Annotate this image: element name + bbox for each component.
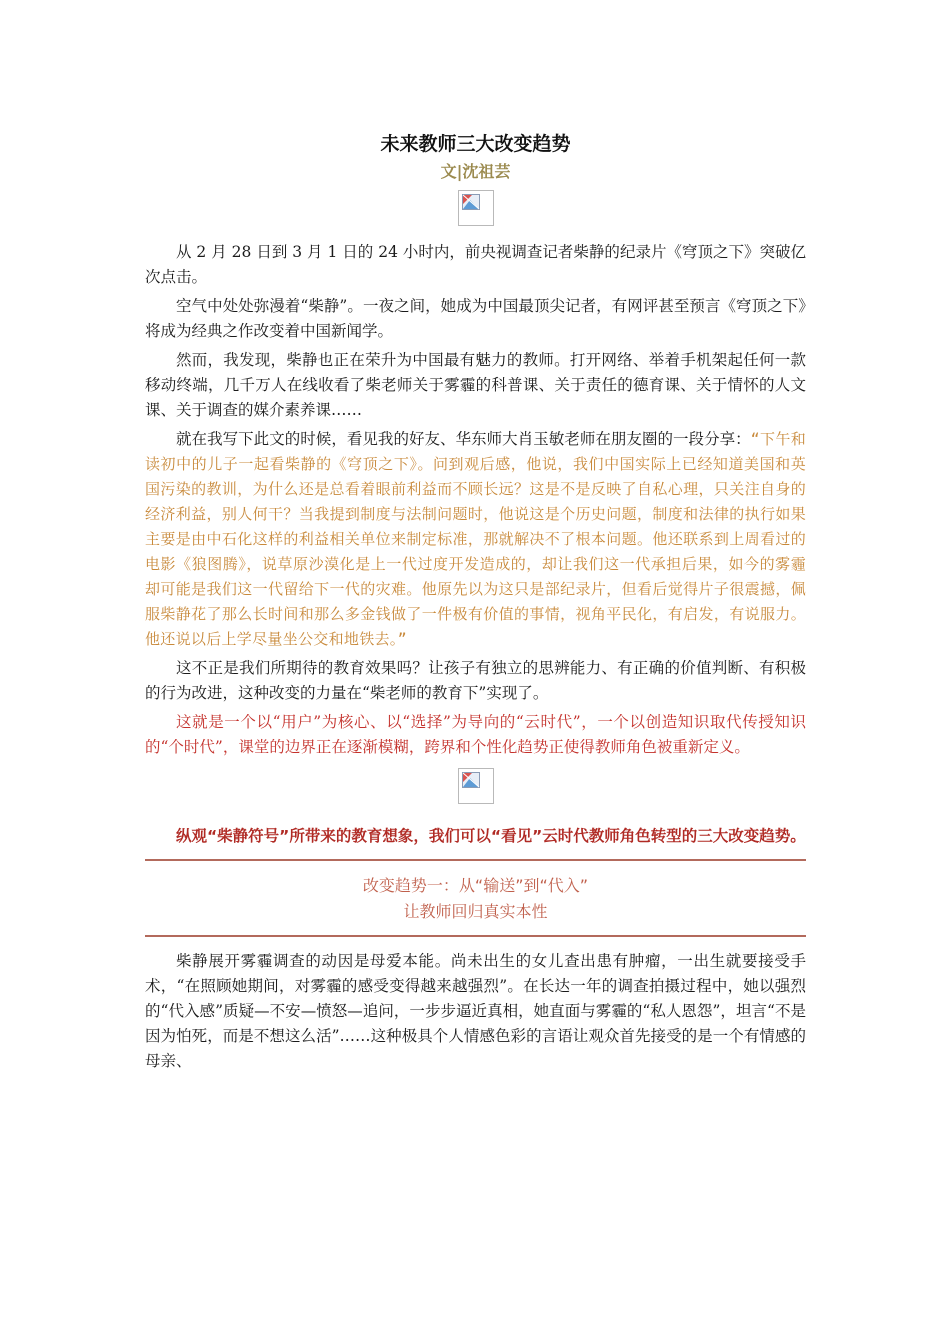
section-divider-bottom	[145, 935, 806, 937]
article-title: 未来教师三大改变趋势	[380, 133, 571, 155]
broken-image-icon	[462, 772, 480, 788]
image-placeholder-2	[458, 768, 494, 804]
shared-quote: “下午和读初中的儿子一起看柴静的《穹顶之下》。问到观后感，他说，我们中国实际上已经知道美国和英国污染的教训，为什么还是总看着眼前利益而不顾长远？这是不是反映了自私心理，只关注自身的经济利益，别人何干？当我提到制度与法制问题时，他说这是个历史问题，制度和法律的执行如果主要是由中石化这样的利益相关单位来制定标准，那就解决不了根本问题。他还联系到上周看过的电影《狼图腾》，说草原沙漠化是上一代过度开发造成的，却让我们这一代承担后果，如今的雾霾却可能是我们这一代留给下一代的灾难。他原先以为这只是部纪录片，但看后觉得片子很震撼，佩服柴静花了那么长时间和那么多金钱做了一件极有价值的事情，视角平民化，有启发，有说服力。他还说以后上学尽量坐公交和地铁去。”	[145, 430, 806, 648]
paragraph-4	[145, 427, 806, 652]
paragraph-7: 柴静展开雾霾调查的动因是母爱本能。尚未出生的女儿查出患有肿瘤，一出生就要接受手术，“在照顾她期间，对雾霾的感受变得越来越强烈”。在长达一年的调查拍摄过程中，她以强烈的“代入感”质疑—不安—愤怒—追问，一步步逼近真相，她直面与雾霾的“私人恩怨”，坦言“不是因为怕死，而是不想这么活”……这种极具个人情感色彩的言语让观众首先接受的是一个有情感的母亲、	[145, 952, 806, 1070]
image-placeholder	[458, 190, 494, 226]
section-1-subtitle: 让教师回归真实本性	[403, 902, 548, 921]
section-divider-top	[145, 859, 806, 861]
paragraph-2: 空气中处处弥漫着“柴静”。一夜之间，她成为中国最顶尖记者，有网评甚至预言《穹顶之下》将成为经典之作改变着中国新闻学。	[145, 297, 806, 340]
section-1-title: 改变趋势一：从“输送”到“代入”	[362, 876, 589, 895]
broken-image-icon	[462, 194, 480, 210]
paragraph-4-intro: 就在我写下此文的时候，看见我的好友、华东师大肖玉敏老师在朋友圈的一段分享：	[176, 430, 751, 448]
paragraph-5: 这不正是我们所期待的教育效果吗？让孩子有独立的思辨能力、有正确的价值判断、有积极的行为改进，这种改变的力量在“柴老师的教育下”实现了。	[145, 659, 806, 702]
paragraph-6-highlight: 这就是一个以“用户”为核心、以“选择”为导向的“云时代”，一个以创造知识取代传授知识的“个时代”，课堂的边界正在逐渐模糊，跨界和个性化趋势正使得教师角色被重新定义。	[145, 713, 806, 756]
article	[145, 130, 806, 1078]
section-1-heading	[145, 873, 806, 925]
article-author: 文|沈祖芸	[440, 162, 511, 181]
paragraph-3: 然而，我发现，柴静也正在荣升为中国最有魅力的教师。打开网络、举着手机架起任何一款移动终端，几千万人在线收看了柴老师关于雾霾的科普课、关于责任的德育课、关于情怀的人文课、关于调查的媒介素养课……	[145, 351, 806, 419]
lead-paragraph: 纵观“柴静符号”所带来的教育想象，我们可以“看见”云时代教师角色转型的三大改变趋势。	[176, 827, 806, 845]
paragraph-1: 从 2 月 28 日到 3 月 1 日的 24 小时内，前央视调查记者柴静的纪录片《穹顶之下》突破亿次点击。	[145, 243, 806, 286]
